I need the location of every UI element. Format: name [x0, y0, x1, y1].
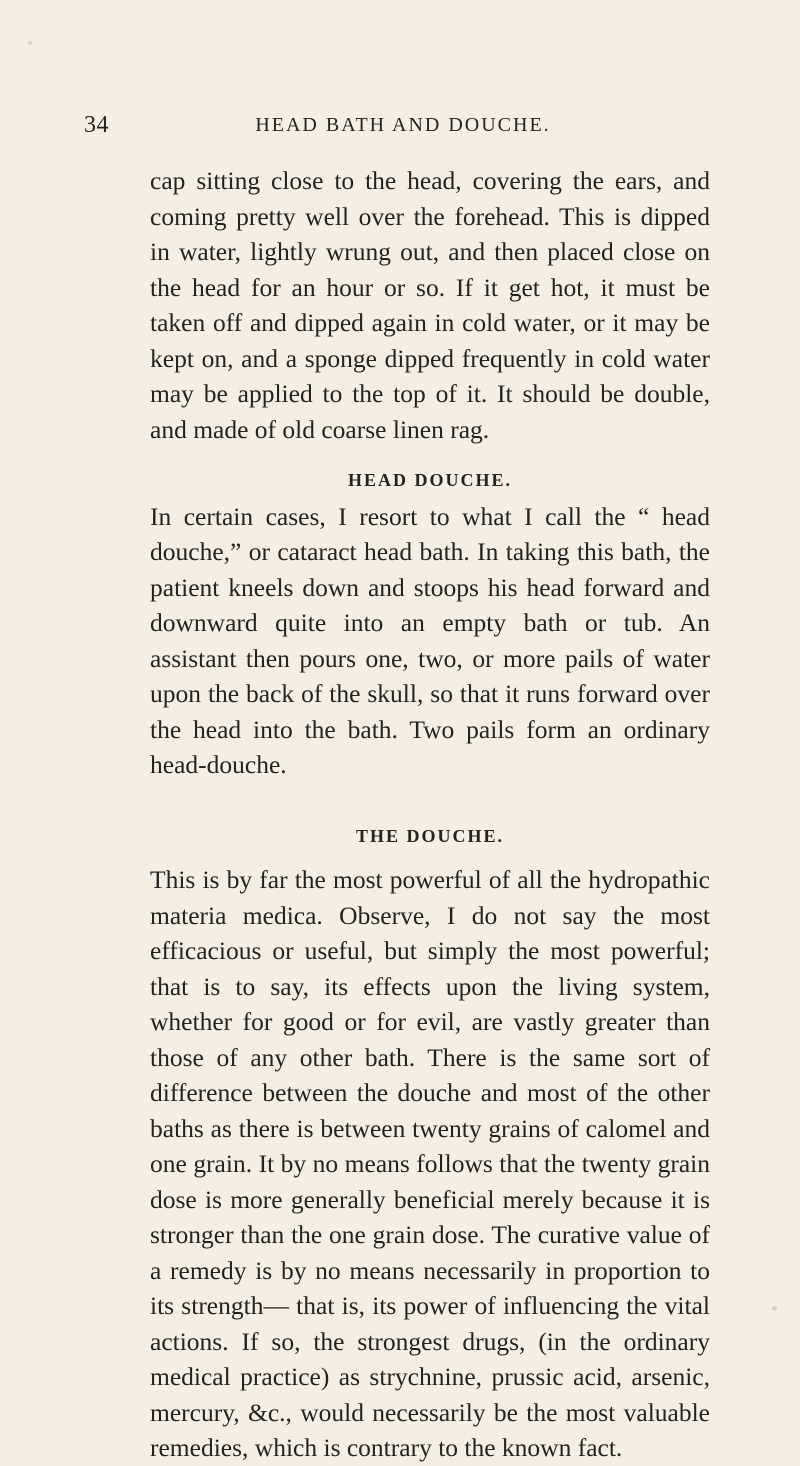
- page-header: [84, 112, 722, 144]
- paragraph-head-douche: In certain cases, I resort to what I call the “ head douche,” or cataract head bath. In taking this bath, the patient kneels down and stoops his head forward and downward quite into an empty bath or tub. An assistant then pours one, two, or more pails of water upon the back of the skull, so that it runs forward over the head into the bath. Two pails form an ordinary head-douche.: [150, 501, 710, 779]
- paragraph-cap-description: cap sitting close to the head, covering the ears, and coming pretty well over the forehead. This is dipped in water, lightly wrung out, and then placed close on the head for an hour or so. If it get hot, it must be taken off and dipped again in cold water, or it may be kept on, and a sponge dipped frequently in cold water may be applied to the top of it. It should be double, and made of old coarse linen rag.: [150, 166, 710, 444]
- section-heading-the-douche: THE DOUCHE.: [355, 825, 505, 846]
- page-number: 34: [84, 112, 109, 138]
- section-heading-head-douche: HEAD DOUCHE.: [347, 470, 512, 490]
- paragraph-the-douche: This is by far the most powerful of all the hydropathic materia medica. Observe, I do not say the most efficacious or useful, but simply the most powerful; that is to say, its effects upon the living system, whether for good or for evil, are vastly greater than those of any other bath. There is the same sort of difference between the douche and most of the other baths as there is between twenty grains of calomel and one grain. It by no means follows that the twenty grain dose is more generally beneficial merely because it is stronger than the one grain dose. The curative value of a remedy is by no means necessarily in proportion to its strength— that is, its power of influencing the vital actions. If so, the strongest drugs, (in the ordinary medical practice) as strychnine, prussic acid, arsenic, mercury, &c., would necessarily be the most valuable remedies, which is contrary to the known fact.: [150, 865, 710, 1462]
- running-title: HEAD BATH AND DOUCHE.: [255, 114, 551, 136]
- paper-speck: [28, 41, 32, 45]
- body-text: [150, 163, 710, 1466]
- paper-speck: [772, 1306, 777, 1311]
